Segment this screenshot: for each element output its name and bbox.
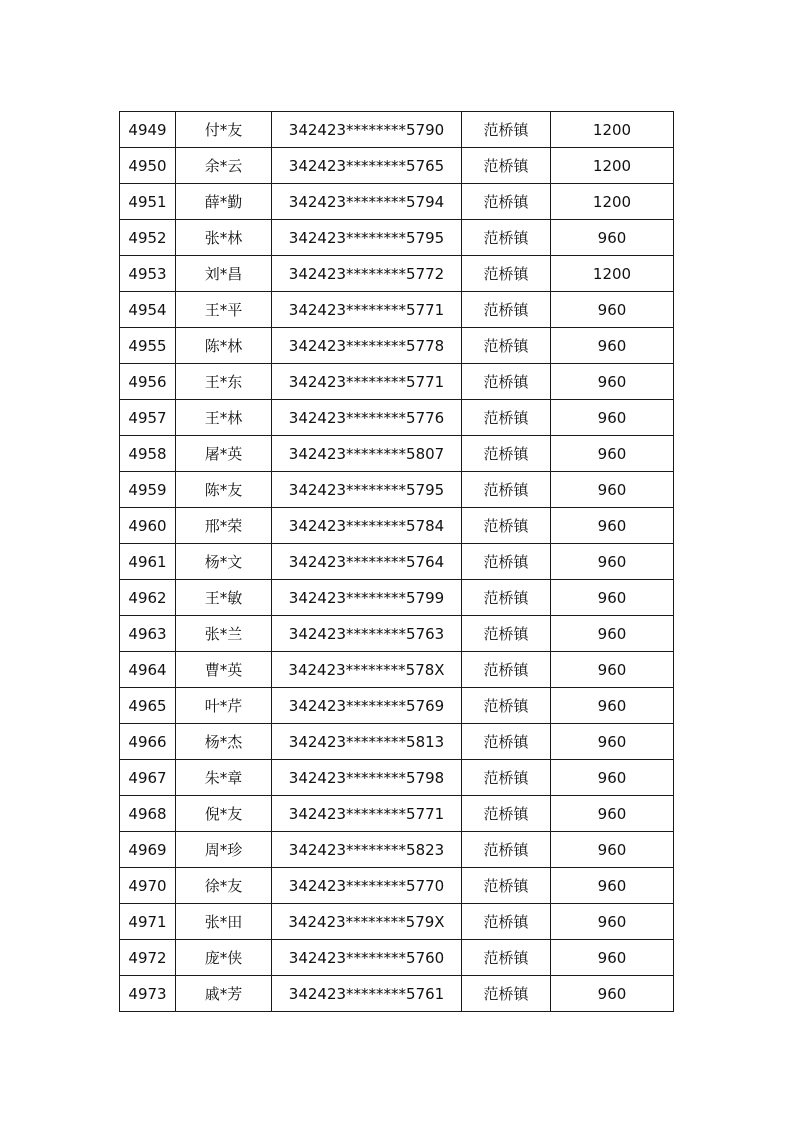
row-number-cell: 4959 bbox=[120, 472, 176, 508]
table-row bbox=[120, 652, 674, 688]
id-number-cell: 342423********5798 bbox=[272, 760, 462, 796]
id-number-cell: 342423********578X bbox=[272, 652, 462, 688]
row-number-cell: 4969 bbox=[120, 832, 176, 868]
roster-table-body bbox=[120, 112, 674, 1012]
table-row bbox=[120, 148, 674, 184]
amount-cell: 960 bbox=[551, 364, 674, 400]
person-name-cell: 徐*友 bbox=[176, 868, 272, 904]
table-row bbox=[120, 724, 674, 760]
table-row bbox=[120, 508, 674, 544]
table-row bbox=[120, 400, 674, 436]
roster-table bbox=[119, 111, 674, 1012]
person-name-cell: 余*云 bbox=[176, 148, 272, 184]
table-row bbox=[120, 184, 674, 220]
id-number-cell: 342423********5813 bbox=[272, 724, 462, 760]
person-name-cell: 杨*杰 bbox=[176, 724, 272, 760]
person-name-cell: 付*友 bbox=[176, 112, 272, 148]
amount-cell: 960 bbox=[551, 436, 674, 472]
amount-cell: 960 bbox=[551, 760, 674, 796]
person-name-cell: 倪*友 bbox=[176, 796, 272, 832]
row-number-cell: 4968 bbox=[120, 796, 176, 832]
town-cell: 范桥镇 bbox=[462, 580, 551, 616]
id-number-cell: 342423********5778 bbox=[272, 328, 462, 364]
table-row bbox=[120, 112, 674, 148]
person-name-cell: 张*田 bbox=[176, 904, 272, 940]
table-row bbox=[120, 472, 674, 508]
table-row bbox=[120, 688, 674, 724]
person-name-cell: 张*兰 bbox=[176, 616, 272, 652]
person-name-cell: 王*平 bbox=[176, 292, 272, 328]
id-number-cell: 342423********5823 bbox=[272, 832, 462, 868]
row-number-cell: 4952 bbox=[120, 220, 176, 256]
person-name-cell: 张*林 bbox=[176, 220, 272, 256]
amount-cell: 960 bbox=[551, 868, 674, 904]
amount-cell: 960 bbox=[551, 292, 674, 328]
person-name-cell: 周*珍 bbox=[176, 832, 272, 868]
row-number-cell: 4956 bbox=[120, 364, 176, 400]
person-name-cell: 王*林 bbox=[176, 400, 272, 436]
town-cell: 范桥镇 bbox=[462, 976, 551, 1012]
town-cell: 范桥镇 bbox=[462, 760, 551, 796]
row-number-cell: 4973 bbox=[120, 976, 176, 1012]
person-name-cell: 庞*侠 bbox=[176, 940, 272, 976]
amount-cell: 960 bbox=[551, 508, 674, 544]
table-row bbox=[120, 328, 674, 364]
table-row bbox=[120, 760, 674, 796]
table-row bbox=[120, 796, 674, 832]
amount-cell: 960 bbox=[551, 688, 674, 724]
town-cell: 范桥镇 bbox=[462, 364, 551, 400]
town-cell: 范桥镇 bbox=[462, 436, 551, 472]
table-row bbox=[120, 616, 674, 652]
person-name-cell: 屠*英 bbox=[176, 436, 272, 472]
row-number-cell: 4961 bbox=[120, 544, 176, 580]
id-number-cell: 342423********5771 bbox=[272, 292, 462, 328]
id-number-cell: 342423********5772 bbox=[272, 256, 462, 292]
id-number-cell: 342423********579X bbox=[272, 904, 462, 940]
town-cell: 范桥镇 bbox=[462, 652, 551, 688]
row-number-cell: 4960 bbox=[120, 508, 176, 544]
id-number-cell: 342423********5765 bbox=[272, 148, 462, 184]
town-cell: 范桥镇 bbox=[462, 256, 551, 292]
table-row bbox=[120, 256, 674, 292]
table-row bbox=[120, 976, 674, 1012]
town-cell: 范桥镇 bbox=[462, 796, 551, 832]
row-number-cell: 4955 bbox=[120, 328, 176, 364]
table-row bbox=[120, 580, 674, 616]
person-name-cell: 陈*林 bbox=[176, 328, 272, 364]
person-name-cell: 王*敏 bbox=[176, 580, 272, 616]
person-name-cell: 叶*芹 bbox=[176, 688, 272, 724]
id-number-cell: 342423********5795 bbox=[272, 472, 462, 508]
row-number-cell: 4953 bbox=[120, 256, 176, 292]
person-name-cell: 刘*昌 bbox=[176, 256, 272, 292]
id-number-cell: 342423********5763 bbox=[272, 616, 462, 652]
row-number-cell: 4951 bbox=[120, 184, 176, 220]
amount-cell: 960 bbox=[551, 580, 674, 616]
town-cell: 范桥镇 bbox=[462, 544, 551, 580]
person-name-cell: 戚*芳 bbox=[176, 976, 272, 1012]
id-number-cell: 342423********5776 bbox=[272, 400, 462, 436]
person-name-cell: 杨*文 bbox=[176, 544, 272, 580]
amount-cell: 1200 bbox=[551, 148, 674, 184]
row-number-cell: 4970 bbox=[120, 868, 176, 904]
amount-cell: 960 bbox=[551, 616, 674, 652]
amount-cell: 960 bbox=[551, 724, 674, 760]
id-number-cell: 342423********5771 bbox=[272, 364, 462, 400]
row-number-cell: 4967 bbox=[120, 760, 176, 796]
row-number-cell: 4965 bbox=[120, 688, 176, 724]
table-row bbox=[120, 436, 674, 472]
town-cell: 范桥镇 bbox=[462, 292, 551, 328]
amount-cell: 960 bbox=[551, 976, 674, 1012]
id-number-cell: 342423********5771 bbox=[272, 796, 462, 832]
amount-cell: 960 bbox=[551, 796, 674, 832]
table-row bbox=[120, 868, 674, 904]
row-number-cell: 4954 bbox=[120, 292, 176, 328]
id-number-cell: 342423********5784 bbox=[272, 508, 462, 544]
id-number-cell: 342423********5795 bbox=[272, 220, 462, 256]
town-cell: 范桥镇 bbox=[462, 940, 551, 976]
row-number-cell: 4966 bbox=[120, 724, 176, 760]
table-row bbox=[120, 940, 674, 976]
town-cell: 范桥镇 bbox=[462, 328, 551, 364]
town-cell: 范桥镇 bbox=[462, 472, 551, 508]
person-name-cell: 薛*勤 bbox=[176, 184, 272, 220]
row-number-cell: 4971 bbox=[120, 904, 176, 940]
table-row bbox=[120, 832, 674, 868]
town-cell: 范桥镇 bbox=[462, 508, 551, 544]
row-number-cell: 4957 bbox=[120, 400, 176, 436]
row-number-cell: 4962 bbox=[120, 580, 176, 616]
town-cell: 范桥镇 bbox=[462, 724, 551, 760]
person-name-cell: 王*东 bbox=[176, 364, 272, 400]
amount-cell: 960 bbox=[551, 328, 674, 364]
town-cell: 范桥镇 bbox=[462, 616, 551, 652]
id-number-cell: 342423********5807 bbox=[272, 436, 462, 472]
row-number-cell: 4958 bbox=[120, 436, 176, 472]
id-number-cell: 342423********5769 bbox=[272, 688, 462, 724]
amount-cell: 960 bbox=[551, 832, 674, 868]
id-number-cell: 342423********5764 bbox=[272, 544, 462, 580]
amount-cell: 960 bbox=[551, 652, 674, 688]
town-cell: 范桥镇 bbox=[462, 904, 551, 940]
person-name-cell: 邢*荣 bbox=[176, 508, 272, 544]
row-number-cell: 4950 bbox=[120, 148, 176, 184]
person-name-cell: 曹*英 bbox=[176, 652, 272, 688]
town-cell: 范桥镇 bbox=[462, 220, 551, 256]
row-number-cell: 4963 bbox=[120, 616, 176, 652]
table-row bbox=[120, 220, 674, 256]
town-cell: 范桥镇 bbox=[462, 868, 551, 904]
amount-cell: 960 bbox=[551, 544, 674, 580]
town-cell: 范桥镇 bbox=[462, 832, 551, 868]
table-row bbox=[120, 292, 674, 328]
id-number-cell: 342423********5790 bbox=[272, 112, 462, 148]
amount-cell: 1200 bbox=[551, 184, 674, 220]
town-cell: 范桥镇 bbox=[462, 688, 551, 724]
table-row bbox=[120, 904, 674, 940]
amount-cell: 1200 bbox=[551, 112, 674, 148]
row-number-cell: 4972 bbox=[120, 940, 176, 976]
table-row bbox=[120, 544, 674, 580]
id-number-cell: 342423********5794 bbox=[272, 184, 462, 220]
amount-cell: 1200 bbox=[551, 256, 674, 292]
table-row bbox=[120, 364, 674, 400]
amount-cell: 960 bbox=[551, 400, 674, 436]
id-number-cell: 342423********5770 bbox=[272, 868, 462, 904]
amount-cell: 960 bbox=[551, 904, 674, 940]
town-cell: 范桥镇 bbox=[462, 400, 551, 436]
person-name-cell: 陈*友 bbox=[176, 472, 272, 508]
row-number-cell: 4964 bbox=[120, 652, 176, 688]
id-number-cell: 342423********5761 bbox=[272, 976, 462, 1012]
row-number-cell: 4949 bbox=[120, 112, 176, 148]
town-cell: 范桥镇 bbox=[462, 112, 551, 148]
id-number-cell: 342423********5799 bbox=[272, 580, 462, 616]
town-cell: 范桥镇 bbox=[462, 184, 551, 220]
town-cell: 范桥镇 bbox=[462, 148, 551, 184]
amount-cell: 960 bbox=[551, 940, 674, 976]
id-number-cell: 342423********5760 bbox=[272, 940, 462, 976]
amount-cell: 960 bbox=[551, 472, 674, 508]
amount-cell: 960 bbox=[551, 220, 674, 256]
person-name-cell: 朱*章 bbox=[176, 760, 272, 796]
